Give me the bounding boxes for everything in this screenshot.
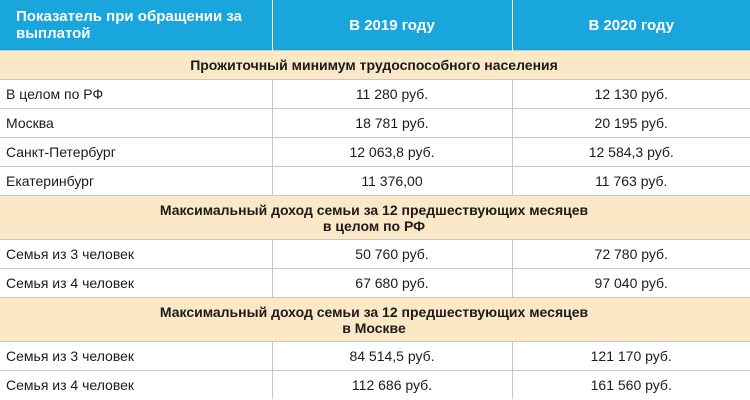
- value-2020: 161 560 руб.: [512, 371, 750, 400]
- row-label: Семья из 4 человек: [0, 269, 272, 298]
- section-header-subsistence: [0, 51, 750, 80]
- section-title: [0, 196, 750, 240]
- table-row: [0, 167, 750, 196]
- header-2020: В 2020 году: [512, 0, 750, 51]
- table-row: [0, 269, 750, 298]
- header-2019: В 2019 году: [272, 0, 512, 51]
- value-2020: 12 130 руб.: [512, 80, 750, 109]
- section-title-line: в Москве: [342, 319, 406, 336]
- value-2019: 11 280 руб.: [272, 80, 512, 109]
- section-title: [0, 298, 750, 342]
- section-title-line: Максимальный доход семьи за 12 предшествующих месяцев: [159, 201, 589, 218]
- value-2020: 72 780 руб.: [512, 240, 750, 269]
- section-title-line: Максимальный доход семьи за 12 предшествующих месяцев: [159, 303, 589, 320]
- row-label: Семья из 3 человек: [0, 240, 272, 269]
- table-row: [0, 371, 750, 400]
- value-2020: 20 195 руб.: [512, 109, 750, 138]
- table-row: [0, 342, 750, 371]
- section-title: [0, 51, 750, 80]
- row-label: Москва: [0, 109, 272, 138]
- section-header-income-russia: [0, 196, 750, 240]
- section-header-income-moscow: [0, 298, 750, 342]
- value-2019: 112 686 руб.: [272, 371, 512, 400]
- section-title-line: Прожиточный минимум трудоспособного населения: [190, 57, 558, 73]
- value-2020: 11 763 руб.: [512, 167, 750, 196]
- header-indicator: Показатель при обращении за выплатой: [0, 0, 272, 51]
- row-label: Семья из 4 человек: [0, 371, 272, 400]
- value-2019: 84 514,5 руб.: [272, 342, 512, 371]
- table-row: [0, 138, 750, 167]
- value-2019: 67 680 руб.: [272, 269, 512, 298]
- row-label: В целом по РФ: [0, 80, 272, 109]
- section-title-line: в целом по РФ: [322, 217, 426, 234]
- value-2019: 12 063,8 руб.: [272, 138, 512, 167]
- table-row: [0, 109, 750, 138]
- value-2020: 97 040 руб.: [512, 269, 750, 298]
- value-2019: 11 376,00: [272, 167, 512, 196]
- value-2019: 18 781 руб.: [272, 109, 512, 138]
- table-header-row: [0, 0, 750, 51]
- row-label: Санкт-Петербург: [0, 138, 272, 167]
- table-row: [0, 80, 750, 109]
- row-label: Семья из 3 человек: [0, 342, 272, 371]
- table-row: [0, 240, 750, 269]
- value-2020: 121 170 руб.: [512, 342, 750, 371]
- value-2019: 50 760 руб.: [272, 240, 512, 269]
- value-2020: 12 584,3 руб.: [512, 138, 750, 167]
- row-label: Екатеринбург: [0, 167, 272, 196]
